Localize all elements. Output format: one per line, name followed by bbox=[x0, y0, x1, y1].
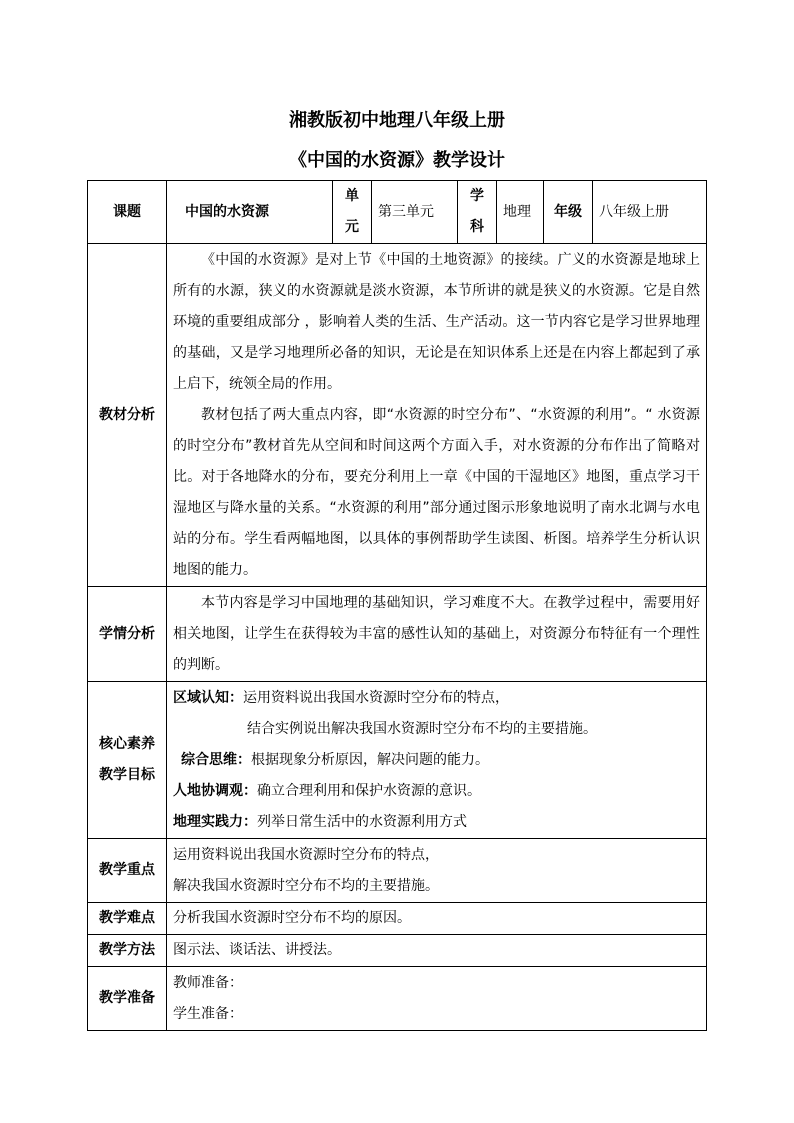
learner-analysis-label: 学情分析 bbox=[88, 587, 167, 682]
material-analysis-content bbox=[167, 244, 707, 587]
key-point-line: 运用资料说出我国水资源时空分布的特点， bbox=[173, 846, 439, 863]
learner-analysis-row bbox=[88, 587, 707, 682]
goal-text: 确立合理利用和保护水资源的意识。 bbox=[257, 782, 481, 799]
goal-item bbox=[173, 745, 700, 776]
goal-keyword: 区域认知： bbox=[173, 689, 243, 706]
goal-text: 结合实例说出解决我国水资源时空分布不均的主要措施。 bbox=[247, 720, 597, 737]
material-analysis-row bbox=[88, 244, 707, 587]
goal-keyword: 地理实践力： bbox=[173, 813, 257, 830]
methods-label: 教学方法 bbox=[88, 935, 167, 967]
goal-item bbox=[173, 807, 700, 838]
core-goals-label-line: 核心素养 bbox=[99, 736, 155, 752]
goal-text: 根据现象分析原因，解决问题的能力。 bbox=[251, 751, 489, 768]
key-point-line: 解决我国水资源时空分布不均的主要措施。 bbox=[173, 877, 439, 894]
material-analysis-label: 教材分析 bbox=[88, 244, 167, 587]
material-paragraph: 《中国的水资源》是对上节《中国的土地资源》的接续。广义的水资源是地球上所有的水源，狭义的水资源就是淡水资源，本节所讲的就是狭义的水资源。它是自然环境的重要组成部分 ，影响着人类的生活、生产活动。这一节内容它是学习世界地理的基础，又是学习地理所必备的知识，无论是在知识体系上还是在内容上都起到了承上启下，统领全局的作用。 bbox=[173, 251, 700, 392]
goal-item bbox=[173, 714, 700, 745]
teacher-preparation: 教师准备： bbox=[173, 974, 243, 991]
document-subtitle: 《中国的水资源》教学设计 bbox=[289, 150, 505, 171]
learner-paragraph: 本节内容是学习中国地理的基础知识，学习难度不大。在教学过程中，需要用好相关地图，让学生在获得较为丰富的感性认知的基础上，对资源分布特征有一个理性的判断。 bbox=[173, 594, 700, 673]
header-row bbox=[88, 181, 707, 244]
key-points-content bbox=[167, 839, 707, 903]
student-preparation: 学生准备： bbox=[173, 1005, 243, 1022]
preparation-content bbox=[167, 967, 707, 1031]
goal-keyword: 人地协调观： bbox=[173, 782, 257, 799]
unit-value: 第三单元 bbox=[372, 181, 458, 244]
unit-label: 单元 bbox=[333, 181, 372, 244]
subject-value: 地理 bbox=[497, 181, 544, 244]
lesson-plan-table bbox=[87, 180, 707, 1031]
key-points-row bbox=[88, 839, 707, 903]
difficulty-label: 教学难点 bbox=[88, 903, 167, 935]
material-paragraph: 教材包括了两大重点内容，即“水资源的时空分布”、“水资源的利用”。“ 水资源的时空分布”教材首先从空间和时间这两个方面入手，对水资源的分布作出了简略对比。对于各地降水的分布，要充分利用上一章《中国的干湿地区》地图，重点学习干湿地区与降水量的关系。“水资源的利用”部分通过图示形象地说明了南水北调与水电站的分布。学生看两幅地图，以具体的事例帮助学生读图、析图。培养学生分析认识地图的能力。 bbox=[173, 406, 700, 578]
goal-item bbox=[173, 776, 700, 807]
goal-item bbox=[173, 683, 700, 714]
goal-text: 列举日常生活中的水资源利用方式 bbox=[257, 813, 467, 830]
learner-analysis-content bbox=[167, 587, 707, 682]
methods-content: 图示法、谈话法、讲授法。 bbox=[167, 935, 707, 967]
goal-keyword: 综合思维： bbox=[181, 751, 251, 768]
grade-label: 年级 bbox=[544, 181, 593, 244]
topic-label: 课题 bbox=[88, 181, 167, 244]
goal-text: 运用资料说出我国水资源时空分布的特点， bbox=[243, 689, 509, 706]
core-goals-label-line: 教学目标 bbox=[99, 767, 155, 783]
topic-value: 中国的水资源 bbox=[167, 181, 333, 244]
preparation-row bbox=[88, 967, 707, 1031]
core-goals-content bbox=[167, 682, 707, 839]
grade-value: 八年级上册 bbox=[593, 181, 707, 244]
methods-row bbox=[88, 935, 707, 967]
preparation-label: 教学准备 bbox=[88, 967, 167, 1031]
document-title: 湘教版初中地理八年级上册 bbox=[289, 110, 505, 131]
core-goals-label bbox=[88, 682, 167, 839]
subject-label: 学科 bbox=[458, 181, 497, 244]
key-points-label: 教学重点 bbox=[88, 839, 167, 903]
difficulty-content: 分析我国水资源时空分布不均的原因。 bbox=[167, 903, 707, 935]
core-goals-row bbox=[88, 682, 707, 839]
difficulty-row bbox=[88, 903, 707, 935]
